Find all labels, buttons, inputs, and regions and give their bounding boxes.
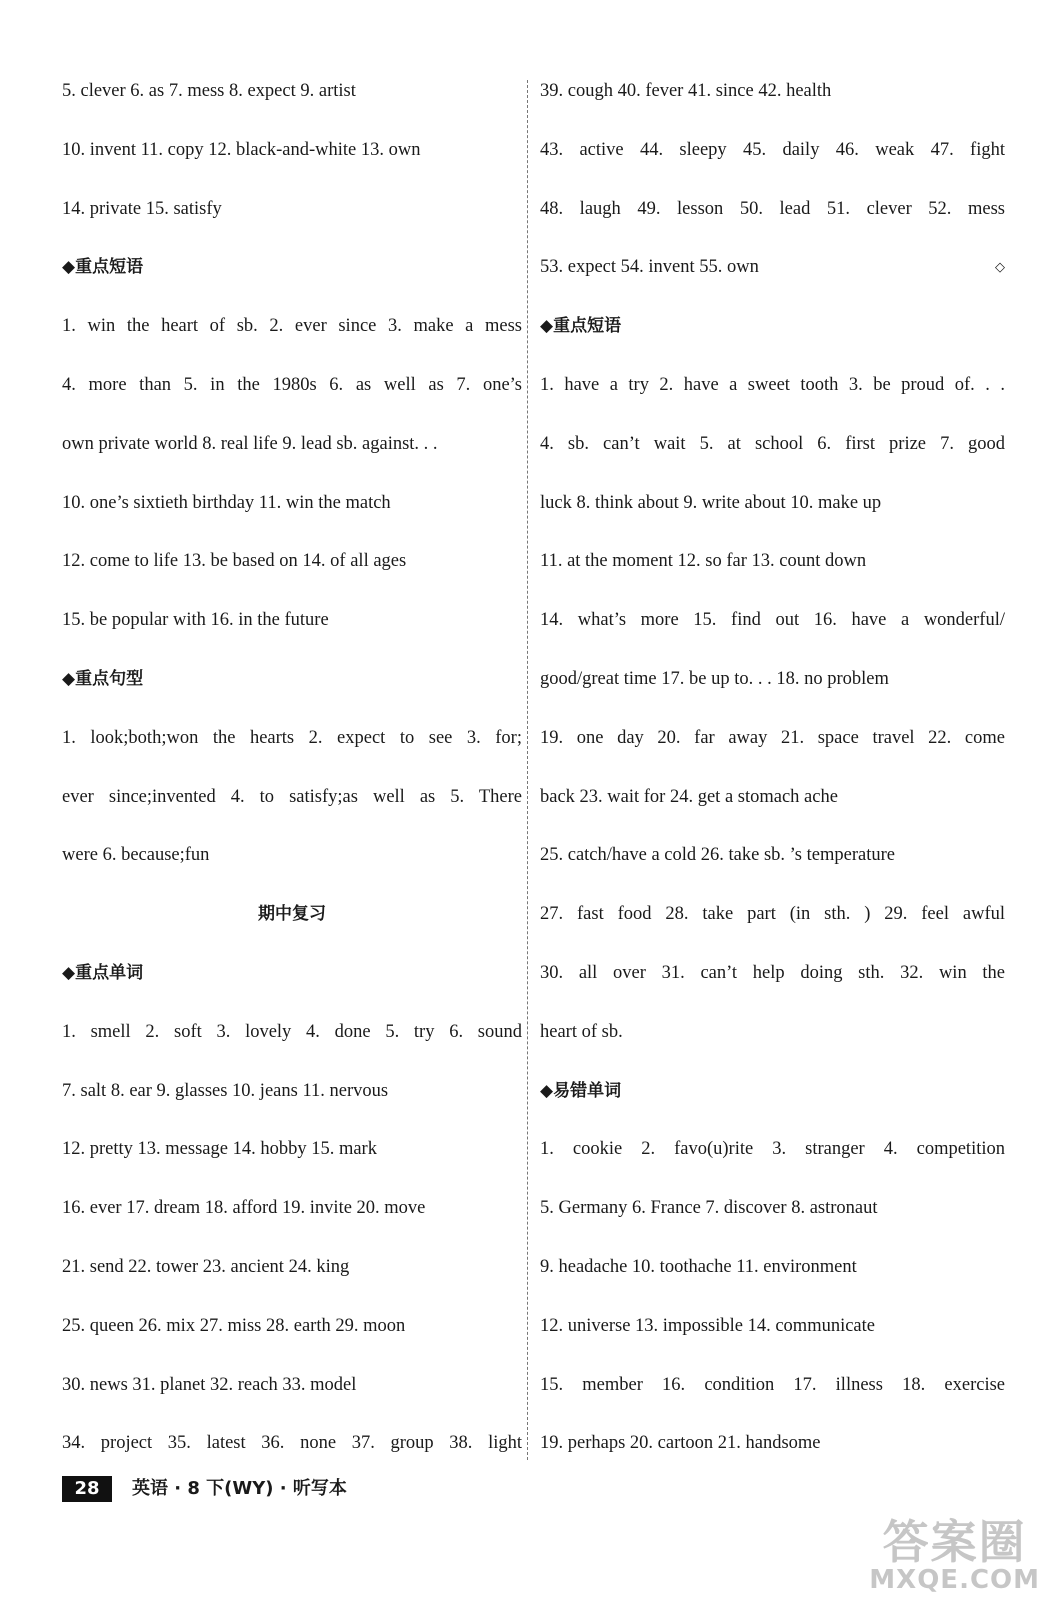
line-text: 4. sb. can’t wait 5. at school 6. first prize 7. good bbox=[540, 433, 1005, 454]
line-text: were 6. because;fun bbox=[62, 845, 210, 866]
line-text: 1. smell 2. soft 3. lovely 4. done 5. try 6. sound bbox=[62, 1021, 522, 1042]
answer-line bbox=[62, 826, 522, 885]
answer-line bbox=[62, 709, 522, 768]
answer-line bbox=[540, 415, 1005, 474]
answer-line bbox=[62, 356, 522, 415]
line-text: 30. all over 31. can’t help doing sth. 32. win the bbox=[540, 962, 1005, 983]
line-text: ◆重点句型 bbox=[62, 668, 144, 689]
answer-line bbox=[62, 121, 522, 180]
line-text: 19. one day 20. far away 21. space travel 22. come bbox=[540, 727, 1005, 748]
answer-line bbox=[62, 297, 522, 356]
answer-line bbox=[540, 826, 1005, 885]
answer-line bbox=[540, 532, 1005, 591]
line-text: 21. send 22. tower 23. ancient 24. king bbox=[62, 1256, 350, 1277]
answer-line bbox=[540, 650, 1005, 709]
answer-line bbox=[62, 1297, 522, 1356]
answer-line bbox=[62, 1356, 522, 1415]
line-text: 12. pretty 13. message 14. hobby 15. mark bbox=[62, 1139, 377, 1160]
answer-line bbox=[540, 1238, 1005, 1297]
line-text: 39. cough 40. fever 41. since 42. health bbox=[540, 81, 832, 101]
line-text: 16. ever 17. dream 18. afford 19. invite 20. move bbox=[62, 1198, 426, 1219]
line-text: 25. queen 26. mix 27. miss 28. earth 29. moon bbox=[62, 1315, 406, 1336]
line-text: ◆重点单词 bbox=[62, 962, 144, 983]
section-heading bbox=[62, 944, 522, 1003]
line-text: 5. Germany 6. France 7. discover 8. astronaut bbox=[540, 1198, 878, 1219]
line-text: 25. catch/have a cold 26. take sb. ’s temperature bbox=[540, 845, 895, 866]
line-text: 27. fast food 28. take part (in sth. ) 29. feel awful bbox=[540, 904, 1005, 925]
line-text: own private world 8. real life 9. lead sb. against. . . bbox=[62, 433, 438, 454]
chapter-title bbox=[62, 885, 522, 944]
line-text: luck 8. think about 9. write about 10. make up bbox=[540, 492, 882, 513]
line-text: 4. more than 5. in the 1980s 6. as well as 7. one’s bbox=[62, 374, 522, 395]
line-text: 19. perhaps 20. cartoon 21. handsome bbox=[540, 1433, 821, 1454]
answer-line bbox=[540, 1003, 1005, 1062]
section-heading bbox=[540, 297, 1005, 356]
answer-line bbox=[62, 1120, 522, 1179]
line-text: back 23. wait for 24. get a stomach ache bbox=[540, 786, 838, 807]
answer-line bbox=[540, 1179, 1005, 1238]
line-text: 期中复习 bbox=[258, 904, 326, 925]
line-text: heart of sb. bbox=[540, 1021, 623, 1042]
line-text: 12. universe 13. impossible 14. communicate bbox=[540, 1315, 875, 1336]
answer-line bbox=[62, 768, 522, 827]
line-text: 1. have a try 2. have a sweet tooth 3. be proud of. . . bbox=[540, 374, 1005, 395]
line-text: ◆重点短语 bbox=[62, 257, 144, 278]
section-heading bbox=[62, 238, 522, 297]
answer-line bbox=[62, 62, 522, 121]
answer-line bbox=[540, 709, 1005, 768]
watermark-text: 答案圈 bbox=[882, 1515, 1027, 1569]
answer-line bbox=[62, 415, 522, 474]
answer-line bbox=[62, 532, 522, 591]
column-divider bbox=[527, 80, 528, 1460]
answer-line bbox=[540, 768, 1005, 827]
line-text: 43. active 44. sleepy 45. daily 46. weak 47. fight bbox=[540, 139, 1005, 160]
line-text: ◆易错单词 bbox=[540, 1080, 622, 1101]
left-column bbox=[62, 62, 522, 1473]
answer-line bbox=[540, 356, 1005, 415]
answer-line bbox=[540, 121, 1005, 180]
answer-line bbox=[540, 944, 1005, 1003]
answer-line bbox=[62, 1414, 522, 1473]
line-text: 14. private 15. satisfy bbox=[62, 198, 222, 219]
line-text: 10. one’s sixtieth birthday 11. win the match bbox=[62, 492, 391, 513]
answer-line bbox=[540, 474, 1005, 533]
answer-line bbox=[62, 474, 522, 533]
answer-line bbox=[540, 591, 1005, 650]
section-heading bbox=[540, 1062, 1005, 1121]
line-text: 1. cookie 2. favo(u)rite 3. stranger 4. competition bbox=[540, 1139, 1005, 1160]
answer-line bbox=[62, 591, 522, 650]
answer-line bbox=[540, 1120, 1005, 1179]
line-text: good/great time 17. be up to. . . 18. no problem bbox=[540, 668, 889, 689]
answer-line bbox=[540, 1356, 1005, 1415]
line-text: 12. come to life 13. be based on 14. of all ages bbox=[62, 551, 407, 572]
watermark-url: MXQE.COM bbox=[869, 1565, 1040, 1595]
diamond-icon: ◇ bbox=[995, 259, 1005, 275]
answer-line bbox=[62, 180, 522, 239]
book-title: 英语 · 8 下(WY) · 听写本 bbox=[132, 1478, 347, 1499]
answer-line bbox=[540, 238, 1005, 297]
right-column bbox=[540, 62, 1005, 1473]
answer-line bbox=[62, 1238, 522, 1297]
line-text: 34. project 35. latest 36. none 37. group 38. light bbox=[62, 1433, 522, 1454]
watermark-logo bbox=[869, 1515, 1040, 1595]
line-text: 9. headache 10. toothache 11. environment bbox=[540, 1256, 857, 1277]
line-text: 48. laugh 49. lesson 50. lead 51. clever 52. mess bbox=[540, 198, 1005, 219]
answer-line bbox=[62, 1003, 522, 1062]
answer-line bbox=[540, 1414, 1005, 1473]
page-number: 28 bbox=[62, 1476, 112, 1502]
line-text: 5. clever 6. as 7. mess 8. expect 9. artist bbox=[62, 81, 356, 101]
line-text: 14. what’s more 15. find out 16. have a wonderful/ bbox=[540, 610, 1005, 631]
line-text: 15. member 16. condition 17. illness 18. exercise bbox=[540, 1374, 1005, 1395]
line-text: 11. at the moment 12. so far 13. count down bbox=[540, 551, 867, 572]
line-text: ever since;invented 4. to satisfy;as well as 5. There bbox=[62, 786, 522, 807]
line-text: ◆重点短语 bbox=[540, 316, 622, 337]
line-text: 1. win the heart of sb. 2. ever since 3. make a mess bbox=[62, 316, 522, 337]
line-text: 10. invent 11. copy 12. black-and-white 13. own bbox=[62, 139, 421, 160]
answer-line bbox=[540, 885, 1005, 944]
answer-line bbox=[540, 180, 1005, 239]
line-text: 15. be popular with 16. in the future bbox=[62, 610, 329, 631]
answer-line bbox=[540, 62, 1005, 121]
line-text: 30. news 31. planet 32. reach 33. model bbox=[62, 1374, 357, 1395]
answer-line bbox=[62, 1062, 522, 1121]
answer-line bbox=[540, 1297, 1005, 1356]
line-text: 7. salt 8. ear 9. glasses 10. jeans 11. nervous bbox=[62, 1080, 389, 1101]
section-heading bbox=[62, 650, 522, 709]
line-text: 1. look;both;won the hearts 2. expect to see 3. for; bbox=[62, 727, 522, 748]
line-text: 53. expect 54. invent 55. own bbox=[540, 257, 759, 278]
answer-line bbox=[62, 1179, 522, 1238]
